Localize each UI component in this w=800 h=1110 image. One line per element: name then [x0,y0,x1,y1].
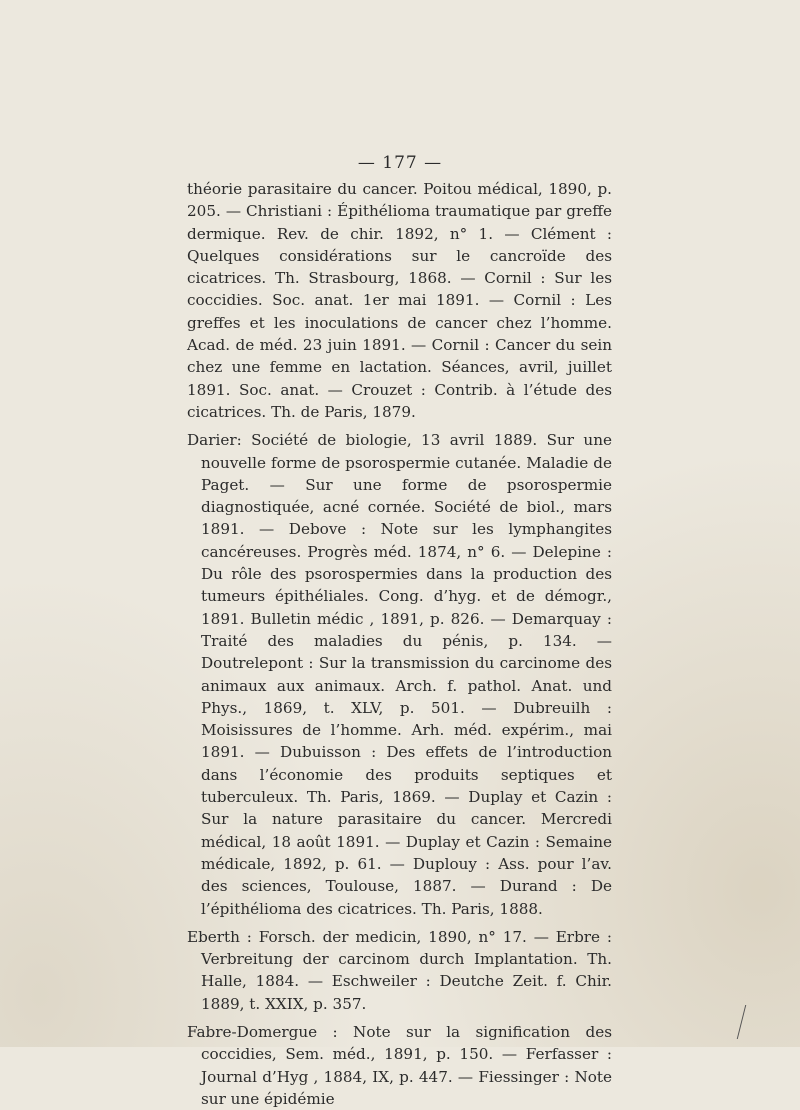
paragraph-e-entries: Eberth : Forsch. der medicin, 1890, n° 17. — Erbre : Verbreitung der carcinom durch Implantation. Th. Halle, 1884. — Eschweiler : Deutche Zeit. f. Chir. 1889, t. XXIX, p. 357. [187,927,612,1013]
pencil-mark-icon [725,1005,746,1039]
page-number: — 177 — [357,153,443,173]
paragraph-f-entries: Fabre-Domergue : Note sur la signification des coccidies, Sem. méd., 1891, p. 150. — Ferfasser : Journal d’Hyg , 1884, IX, p. 447. — Fiessinger : Note sur une épidémie [187,1022,612,1108]
paragraph-d-entries: Darier: Société de biologie, 13 avril 1889. Sur une nouvelle forme de psorospermie cutanée. Maladie de Paget. — Sur une forme de psorospermie diagnostiquée, acné cornée. Société de biol., mars 1891. — Debove : Note sur les lymphangites cancéreuses. Progrès méd. 1874, n° 6. — Delepine : Du rôle des psorospermies dans la production des tumeurs épithéliales. Cong. d’hyg. et de démogr., 1891. Bulletin médic , 1891, p. 826. — Demarquay : Traité des maladies du pénis, p. 134. — Doutrelepont : Sur la transmission du carcinome des animaux aux animaux. Arch. f. pathol. Anat. und Phys., 1869, t. XLV, p. 501. — Dubreuilh : Moisissures de l’homme. Arh. méd. expérim., mai 1891. — Dubuisson : Des effets de l’introduction dans l’économie des produits septiques et tuberculeux. Th. Paris, 1869. — Duplay et Cazin : Sur la nature parasitaire du cancer. Mercredi médical, 18 août 1891. — Duplay et Cazin : Semaine médicale, 1892, p. 61. — Duplouy : Ass. pour l’av. des sciences, Toulouse, 1887. — Durand : De l’épithélioma des cicatrices. Th. Paris, 1888. [187,431,612,918]
paragraph-continuation: théorie parasitaire du cancer. Poitou médical, 1890, p. 205. — Christiani : Épithélioma traumatique par greffe dermique. Rev. de chir. 1892, n° 1. — Clément : Quelques considérations sur le cancroïde des cicatrices. Th. Strasbourg, 1868. — Cornil : Sur les coccidies. Soc. anat. 1er mai 1891. — Cornil : Les greffes et les inoculations de cancer chez l’homme. Acad. de méd. 23 juin 1891. — Cornil : Cancer du sein chez une femme en lactation. Séances, avril, juillet 1891. Soc. anat. — Crouzet : Contrib. à l’étude des cicatrices. Th. de Paris, 1879. [187,180,612,421]
bibliography-text [187,178,612,1110]
